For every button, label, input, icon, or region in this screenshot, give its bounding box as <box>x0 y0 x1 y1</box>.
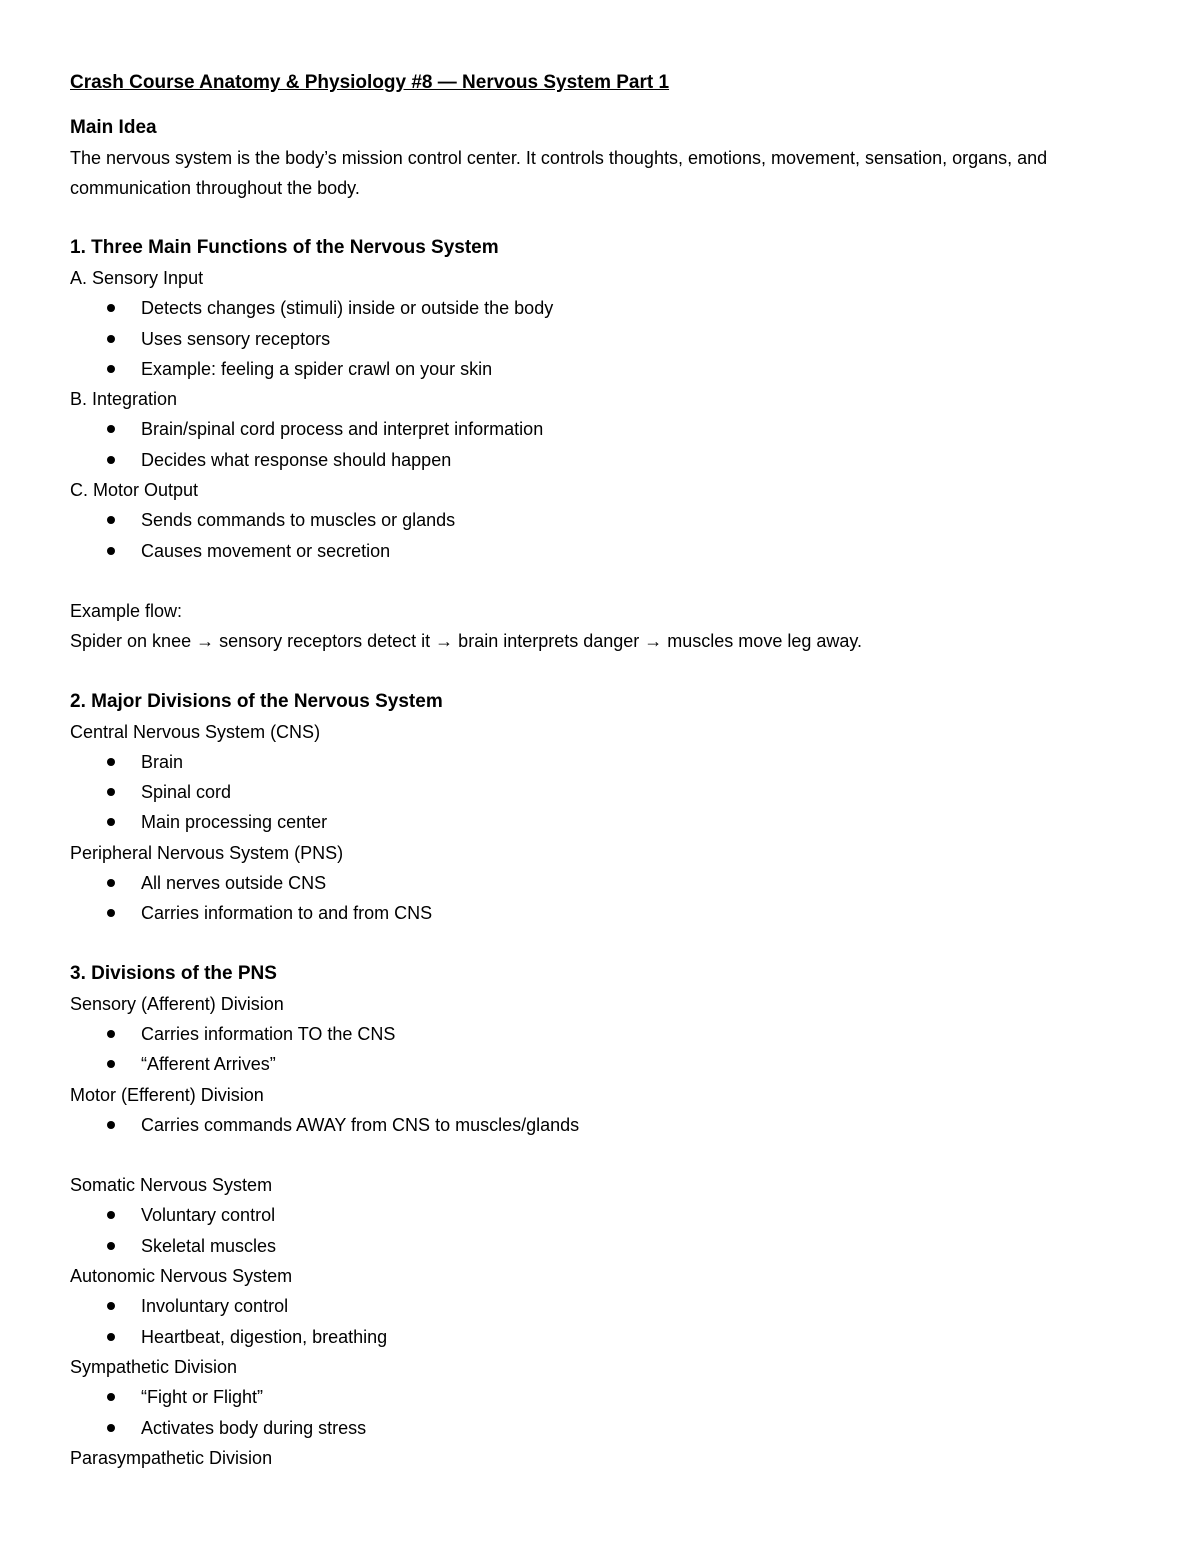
bullet-icon <box>107 1424 115 1432</box>
bullet-list-pns <box>70 868 1130 929</box>
bullet-icon <box>107 304 115 312</box>
list-item-text: Spinal cord <box>141 782 232 803</box>
list-item <box>70 1291 1130 1321</box>
group-label-autonomic: Autonomic Nervous System <box>70 1266 293 1287</box>
list-item <box>70 777 1130 807</box>
bullet-icon <box>107 818 115 826</box>
bullet-icon <box>107 516 115 524</box>
list-item <box>70 445 1130 475</box>
list-item <box>70 747 1130 777</box>
list-item-text: Carries information TO the CNS <box>141 1023 396 1044</box>
bullet-icon <box>107 1393 115 1401</box>
list-item <box>70 324 1130 354</box>
bullet-list-motor-division <box>70 1110 1130 1140</box>
list-item-text: Voluntary control <box>141 1205 276 1226</box>
blank-line <box>70 566 1130 596</box>
list-item-text: Involuntary control <box>141 1296 289 1317</box>
group-label-sensory-division: Sensory (Afferent) Division <box>70 993 284 1014</box>
list-item <box>70 807 1130 837</box>
list-item <box>70 414 1130 444</box>
group-label-motor-output: C. Motor Output <box>70 480 199 501</box>
list-item-text: Detects changes (stimuli) inside or outside the body <box>141 298 554 319</box>
example-flow-text: Spider on knee → sensory receptors detect it → brain interprets danger → muscles move leg away. <box>70 631 863 652</box>
list-item <box>70 293 1130 323</box>
bullet-icon <box>107 335 115 343</box>
list-item <box>70 354 1130 384</box>
list-item <box>70 1322 1130 1352</box>
list-item-text: Causes movement or secretion <box>141 540 391 561</box>
group-label-somatic: Somatic Nervous System <box>70 1175 273 1196</box>
bullet-icon <box>107 758 115 766</box>
list-item-text: All nerves outside CNS <box>141 873 327 894</box>
example-flow-label: Example flow: <box>70 600 183 621</box>
list-item <box>70 505 1130 535</box>
list-item-text: Activates body during stress <box>141 1417 367 1438</box>
list-item-text: Carries information to and from CNS <box>141 903 433 924</box>
document-title: Crash Course Anatomy & Physiology #8 — Nervous System Part 1 <box>70 72 670 93</box>
list-item <box>70 1200 1130 1230</box>
bullet-icon <box>107 547 115 555</box>
bullet-list-cns <box>70 747 1130 838</box>
list-item <box>70 868 1130 898</box>
bullet-icon <box>107 1333 115 1341</box>
bullet-icon <box>107 788 115 796</box>
bullet-icon <box>107 1302 115 1310</box>
group-label-motor-division: Motor (Efferent) Division <box>70 1084 264 1105</box>
bullet-icon <box>107 909 115 917</box>
bullet-icon <box>107 1060 115 1068</box>
list-item-text: Uses sensory receptors <box>141 328 331 349</box>
bullet-list-autonomic <box>70 1291 1130 1352</box>
main-idea-text: The nervous system is the body’s mission control center. It controls thoughts, emotions, movement, sensation, organs, and communication throughout the body. <box>70 148 1048 198</box>
bullet-list-sensory-input <box>70 293 1130 384</box>
list-item-text: Heartbeat, digestion, breathing <box>141 1326 388 1347</box>
list-item <box>70 1110 1130 1140</box>
bullet-icon <box>107 1211 115 1219</box>
list-item-text: Carries commands AWAY from CNS to muscles/glands <box>141 1114 580 1135</box>
list-item-text: Brain <box>141 751 184 772</box>
list-item <box>70 898 1130 928</box>
bullet-icon <box>107 879 115 887</box>
list-item <box>70 1049 1130 1079</box>
list-item <box>70 1019 1130 1049</box>
bullet-icon <box>107 1242 115 1250</box>
section2-heading: 2. Major Divisions of the Nervous System <box>70 690 443 712</box>
list-item <box>70 1413 1130 1443</box>
list-item-text: Main processing center <box>141 812 328 833</box>
bullet-list-motor-output <box>70 505 1130 566</box>
group-label-parasympathetic: Parasympathetic Division <box>70 1447 273 1468</box>
group-label-cns: Central Nervous System (CNS) <box>70 721 321 742</box>
bullet-icon <box>107 365 115 373</box>
list-item-text: Decides what response should happen <box>141 449 452 470</box>
list-item <box>70 1231 1130 1261</box>
group-label-integration: B. Integration <box>70 389 178 410</box>
section1-heading: 1. Three Main Functions of the Nervous System <box>70 237 499 258</box>
bullet-list-somatic <box>70 1200 1130 1261</box>
bullet-icon <box>107 456 115 464</box>
bullet-list-integration <box>70 414 1130 475</box>
document-page <box>70 68 1130 1473</box>
bullet-icon <box>107 1121 115 1129</box>
list-item-text: “Fight or Flight” <box>141 1387 264 1408</box>
list-item-text: Sends commands to muscles or glands <box>141 510 456 531</box>
blank-line <box>70 1140 1130 1170</box>
group-label-sensory-input: A. Sensory Input <box>70 268 204 288</box>
list-item <box>70 536 1130 566</box>
group-label-sympathetic: Sympathetic Division <box>70 1356 238 1377</box>
section3-heading: 3. Divisions of the PNS <box>70 962 277 984</box>
bullet-icon <box>107 425 115 433</box>
list-item-text: Brain/spinal cord process and interpret information <box>141 419 544 440</box>
list-item-text: “Afferent Arrives” <box>141 1054 276 1075</box>
bullet-icon <box>107 1030 115 1038</box>
list-item-text: Skeletal muscles <box>141 1235 277 1256</box>
bullet-list-sensory-division <box>70 1019 1130 1080</box>
bullet-list-sympathetic <box>70 1382 1130 1443</box>
list-item-text: Example: feeling a spider crawl on your skin <box>141 358 493 379</box>
main-idea-heading: Main Idea <box>70 117 157 138</box>
list-item <box>70 1382 1130 1412</box>
group-label-pns: Peripheral Nervous System (PNS) <box>70 842 344 863</box>
